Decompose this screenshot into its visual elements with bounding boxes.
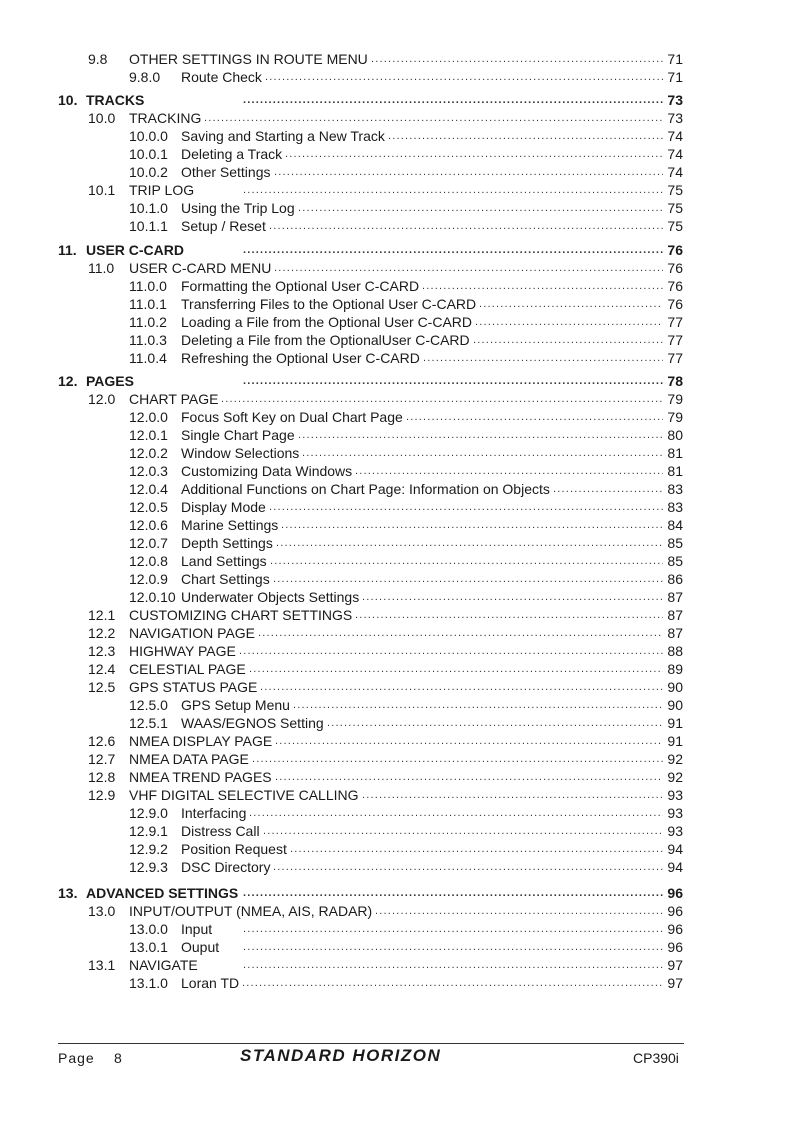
- toc-entry: [0, 313, 791, 331]
- toc-entry: [0, 786, 791, 804]
- toc-entry: [0, 840, 791, 858]
- toc-leader-dots: [355, 462, 663, 480]
- toc-leader-dots: [388, 127, 663, 145]
- toc-entry-title: CHART PAGE: [129, 390, 221, 408]
- toc-entry-page: 92: [667, 769, 683, 785]
- toc-entry-title: Additional Functions on Chart Page: Information on Objects: [181, 480, 553, 498]
- toc-entry: [0, 570, 791, 588]
- toc-leader-dots: [479, 295, 663, 313]
- toc-entry: [0, 408, 791, 426]
- toc-leader-dots: [275, 768, 663, 786]
- toc-entry-page: 75: [667, 182, 683, 198]
- toc-entry: [0, 624, 791, 642]
- toc-entry: [0, 660, 791, 678]
- toc-entry: [0, 426, 791, 444]
- toc-entry-title: GPS STATUS PAGE: [129, 678, 260, 696]
- toc-entry-title: USER C-CARD MENU: [129, 259, 274, 277]
- toc-entry: [0, 884, 791, 902]
- toc-leader-dots: [258, 624, 663, 642]
- toc-entry: [0, 956, 791, 974]
- toc-entry-title: NMEA TREND PAGES: [129, 768, 275, 786]
- toc-entry-page: 74: [667, 128, 683, 144]
- toc-entry: [0, 588, 791, 606]
- toc-entry-title: Input: [181, 920, 215, 938]
- toc-entry-page: 83: [667, 481, 683, 497]
- toc-entry-number: 12.9: [88, 787, 116, 803]
- toc-leader-dots: [371, 50, 663, 68]
- toc-entry-number: 12.0.0: [129, 409, 168, 425]
- toc-entry-number: 11.0.4: [129, 350, 167, 366]
- toc-entry-title: NAVIGATE: [129, 956, 201, 974]
- toc-entry-number: 11.0.0: [129, 278, 167, 294]
- toc-leader-dots: [239, 642, 663, 660]
- toc-entry-page: 73: [667, 110, 683, 126]
- toc-leader-dots: [243, 91, 663, 109]
- toc-entry-number: 12.9.2: [129, 841, 168, 857]
- toc-entry-page: 87: [667, 607, 683, 623]
- toc-leader-dots: [281, 516, 663, 534]
- toc-entry-page: 89: [667, 661, 683, 677]
- toc-entry-page: 76: [667, 278, 683, 294]
- toc-leader-dots: [473, 331, 663, 349]
- toc-entry-number: 10.0.2: [129, 164, 168, 180]
- toc-entry-number: 12.9.0: [129, 805, 168, 821]
- toc-entry-page: 79: [667, 409, 683, 425]
- toc-leader-dots: [290, 840, 663, 858]
- toc-entry: [0, 50, 791, 68]
- toc-leader-dots: [423, 349, 663, 367]
- toc-entry-title: INPUT/OUTPUT (NMEA, AIS, RADAR): [129, 902, 375, 920]
- toc-entry-page: 76: [667, 296, 683, 312]
- toc-entry-number: 13.0.0: [129, 921, 168, 937]
- toc-entry-page: 90: [667, 697, 683, 713]
- toc-entry: [0, 858, 791, 876]
- toc-entry-title: TRACKING: [129, 109, 204, 127]
- toc-entry-title: VHF DIGITAL SELECTIVE CALLING: [129, 786, 362, 804]
- toc-entry-page: 74: [667, 164, 683, 180]
- toc-entry-number: 12.4: [88, 661, 116, 677]
- toc-entry-page: 90: [667, 679, 683, 695]
- toc-entry-title: PAGES: [86, 372, 137, 390]
- toc-entry-page: 86: [667, 571, 683, 587]
- toc-leader-dots: [355, 606, 663, 624]
- toc-entry-page: 92: [667, 751, 683, 767]
- toc-entry-number: 12.0.5: [129, 499, 168, 515]
- toc-entry-page: 71: [667, 51, 683, 67]
- toc-entry: [0, 920, 791, 938]
- toc-entry-page: 97: [667, 975, 683, 991]
- toc-entry-number: 12.3: [88, 643, 116, 659]
- toc-entry: [0, 498, 791, 516]
- toc-entry-title: NMEA DATA PAGE: [129, 750, 252, 768]
- toc-leader-dots: [204, 109, 663, 127]
- toc-leader-dots: [243, 372, 663, 390]
- toc-entry-page: 73: [667, 92, 683, 108]
- toc-entry-number: 12.0.2: [129, 445, 168, 461]
- toc-entry-title: Other Settings: [181, 163, 274, 181]
- toc-leader-dots: [327, 714, 663, 732]
- toc-leader-dots: [242, 974, 663, 992]
- toc-entry-number: 10.: [58, 92, 78, 108]
- toc-entry: [0, 750, 791, 768]
- toc-entry: [0, 732, 791, 750]
- toc-entry-number: 12.0.8: [129, 553, 168, 569]
- toc-leader-dots: [249, 660, 663, 678]
- toc-entry-page: 81: [667, 445, 683, 461]
- toc-entry-number: 10.0.1: [129, 146, 168, 162]
- toc-entry: [0, 331, 791, 349]
- toc-entry-page: 93: [667, 787, 683, 803]
- toc-entry-title: Depth Settings: [181, 534, 276, 552]
- toc-entry-number: 13.0.1: [129, 939, 168, 955]
- toc-entry-number: 9.8.0: [129, 69, 161, 85]
- footer-page-label: Page: [58, 1050, 95, 1066]
- toc-entry-title: OTHER SETTINGS IN ROUTE MENU: [129, 50, 371, 68]
- toc-leader-dots: [406, 408, 663, 426]
- toc-entry: [0, 163, 791, 181]
- toc-entry-title: Saving and Starting a New Track: [181, 127, 388, 145]
- toc-entry: [0, 642, 791, 660]
- toc-entry-page: 96: [667, 885, 683, 901]
- toc-leader-dots: [273, 570, 663, 588]
- toc-entry-number: 12.8: [88, 769, 116, 785]
- toc-entry-title: Refreshing the Optional User C-CARD: [181, 349, 423, 367]
- toc-entry-title: Single Chart Page: [181, 426, 298, 444]
- footer-divider: [58, 1043, 684, 1044]
- toc-entry: [0, 349, 791, 367]
- toc-entry-page: 93: [667, 823, 683, 839]
- toc-entry: [0, 714, 791, 732]
- toc-entry-number: 12.6: [88, 733, 116, 749]
- toc-entry: [0, 199, 791, 217]
- toc-leader-dots: [263, 822, 663, 840]
- toc-leader-dots: [243, 884, 663, 902]
- toc-entry-page: 91: [667, 715, 683, 731]
- toc-entry-page: 87: [667, 589, 683, 605]
- toc-entry-number: 12.0.6: [129, 517, 168, 533]
- toc-leader-dots: [275, 732, 663, 750]
- toc-entry-page: 74: [667, 146, 683, 162]
- toc-entry-number: 12.5: [88, 679, 116, 695]
- toc-entry-number: 12.0: [88, 391, 116, 407]
- toc-entry: [0, 938, 791, 956]
- toc-entry-number: 12.0.4: [129, 481, 168, 497]
- toc-entry-number: 11.0.1: [129, 296, 167, 312]
- toc-entry-number: 12.: [58, 373, 78, 389]
- toc-leader-dots: [270, 552, 663, 570]
- toc-entry-number: 12.9.1: [129, 823, 168, 839]
- toc-entry: [0, 277, 791, 295]
- toc-entry: [0, 606, 791, 624]
- brand-logo: STANDARD HORIZON: [240, 1046, 442, 1065]
- toc-entry-page: 80: [667, 427, 683, 443]
- toc-entry-title: Interfacing: [181, 804, 249, 822]
- toc-entry-number: 10.0: [88, 110, 116, 126]
- toc-entry-title: Customizing Data Windows: [181, 462, 355, 480]
- toc-entry: [0, 295, 791, 313]
- toc-entry-page: 96: [667, 903, 683, 919]
- toc-entry-page: 97: [667, 957, 683, 973]
- toc-entry-title: Setup / Reset: [181, 217, 269, 235]
- toc-leader-dots: [265, 68, 663, 86]
- toc-entry-number: 12.0.1: [129, 427, 168, 443]
- toc-entry: [0, 678, 791, 696]
- toc-leader-dots: [298, 426, 663, 444]
- toc-entry-page: 76: [667, 260, 683, 276]
- toc-leader-dots: [269, 217, 663, 235]
- toc-entry-page: 94: [667, 859, 683, 875]
- toc-entry: [0, 462, 791, 480]
- toc-entry-page: 93: [667, 805, 683, 821]
- toc-leader-dots: [302, 444, 663, 462]
- toc-entry-page: 85: [667, 535, 683, 551]
- toc-leader-dots: [553, 480, 663, 498]
- toc-leader-dots: [252, 750, 663, 768]
- toc-entry-page: 77: [667, 314, 683, 330]
- toc-entry-title: Position Request: [181, 840, 290, 858]
- toc-entry: [0, 372, 791, 390]
- toc-entry-number: 10.1.1: [129, 218, 168, 234]
- toc-entry-title: Loading a File from the Optional User C-CARD: [181, 313, 475, 331]
- toc-entry-page: 85: [667, 553, 683, 569]
- toc-entry-title: Ouput: [181, 938, 222, 956]
- toc-leader-dots: [243, 920, 663, 938]
- toc-entry-number: 11.0.2: [129, 314, 167, 330]
- toc-entry: [0, 822, 791, 840]
- toc-entry-number: 12.0.7: [129, 535, 168, 551]
- toc-leader-dots: [243, 938, 663, 956]
- toc-entry-title: Route Check: [181, 68, 265, 86]
- toc-entry-number: 12.2: [88, 625, 116, 641]
- toc-entry-number: 12.9.3: [129, 859, 168, 875]
- toc-entry-page: 77: [667, 350, 683, 366]
- page-footer: [0, 1040, 791, 1080]
- toc-entry-title: HIGHWAY PAGE: [129, 642, 239, 660]
- toc-entry-title: USER C-CARD: [86, 241, 187, 259]
- toc-entry: [0, 109, 791, 127]
- toc-entry-number: 12.0.9: [129, 571, 168, 587]
- toc-entry-title: Focus Soft Key on Dual Chart Page: [181, 408, 406, 426]
- toc-entry-title: Using the Trip Log: [181, 199, 298, 217]
- toc-entry-title: Display Mode: [181, 498, 269, 516]
- toc-entry-page: 91: [667, 733, 683, 749]
- toc-entry-page: 94: [667, 841, 683, 857]
- toc-entry: [0, 145, 791, 163]
- toc-entry-page: 87: [667, 625, 683, 641]
- toc-entry: [0, 974, 791, 992]
- toc-entry-page: 81: [667, 463, 683, 479]
- toc-leader-dots: [269, 498, 663, 516]
- toc-leader-dots: [273, 858, 663, 876]
- toc-entry: [0, 68, 791, 86]
- footer-model-name: CP390i: [633, 1050, 679, 1066]
- toc-leader-dots: [243, 181, 663, 199]
- toc-entry-number: 10.1: [88, 182, 116, 198]
- toc-entry-title: Deleting a Track: [181, 145, 285, 163]
- toc-entry-number: 12.7: [88, 751, 116, 767]
- toc-leader-dots: [243, 241, 663, 259]
- toc-entry: [0, 259, 791, 277]
- toc-entry-number: 13.1.0: [129, 975, 168, 991]
- toc-entry-number: 10.0.0: [129, 128, 168, 144]
- toc-entry-title: Window Selections: [181, 444, 302, 462]
- toc-entry: [0, 552, 791, 570]
- toc-leader-dots: [422, 277, 663, 295]
- toc-entry: [0, 127, 791, 145]
- toc-entry-page: 71: [667, 69, 683, 85]
- toc-entry-title: Transferring Files to the Optional User C-CARD: [181, 295, 479, 313]
- toc-entry-page: 79: [667, 391, 683, 407]
- toc-entry: [0, 804, 791, 822]
- toc-entry-number: 12.5.0: [129, 697, 168, 713]
- toc-entry-title: Formatting the Optional User C-CARD: [181, 277, 422, 295]
- toc-entry-number: 12.5.1: [129, 715, 168, 731]
- toc-entry-title: TRIP LOG: [129, 181, 197, 199]
- toc-entry-number: 12.0.3: [129, 463, 168, 479]
- toc-entry-page: 96: [667, 921, 683, 937]
- toc-entry-page: 75: [667, 218, 683, 234]
- toc-leader-dots: [249, 804, 663, 822]
- toc-entry-number: 13.1: [88, 957, 116, 973]
- toc-leader-dots: [274, 163, 663, 181]
- toc-entry-number: 11.0: [88, 260, 115, 276]
- toc-leader-dots: [276, 534, 663, 552]
- toc-entry: [0, 217, 791, 235]
- toc-leader-dots: [274, 259, 663, 277]
- toc-entry: [0, 480, 791, 498]
- toc-entry: [0, 768, 791, 786]
- toc-entry: [0, 91, 791, 109]
- toc-leader-dots: [221, 390, 663, 408]
- toc-entry-number: 10.1.0: [129, 200, 168, 216]
- toc-entry-number: 13.0: [88, 903, 116, 919]
- toc-leader-dots: [260, 678, 663, 696]
- toc-leader-dots: [243, 956, 663, 974]
- toc-entry-title: TRACKS: [86, 91, 147, 109]
- toc-entry-number: 12.0.10: [129, 589, 176, 605]
- toc-entry: [0, 534, 791, 552]
- toc-entry-title: Loran TD: [181, 974, 242, 992]
- toc-entry-title: Land Settings: [181, 552, 270, 570]
- toc-entry-title: CELESTIAL PAGE: [129, 660, 249, 678]
- toc-entry: [0, 444, 791, 462]
- toc-entry-title: Underwater Objects Settings: [181, 588, 362, 606]
- toc-leader-dots: [475, 313, 663, 331]
- toc-entry-title: Distress Call: [181, 822, 263, 840]
- toc-entry: [0, 696, 791, 714]
- toc-entry-title: DSC Directory: [181, 858, 273, 876]
- toc-entry: [0, 516, 791, 534]
- toc-entry-title: ADVANCED SETTINGS: [86, 884, 241, 902]
- toc-entry-title: Deleting a File from the OptionalUser C-CARD: [181, 331, 473, 349]
- footer-page-number: 8: [114, 1050, 122, 1066]
- toc-entry-number: 9.8: [88, 51, 108, 67]
- toc-leader-dots: [298, 199, 663, 217]
- toc-entry-title: NAVIGATION PAGE: [129, 624, 258, 642]
- toc-entry-number: 11.0.3: [129, 332, 167, 348]
- toc-entry-number: 13.: [58, 885, 78, 901]
- toc-entry-page: 84: [667, 517, 683, 533]
- toc-entry: [0, 902, 791, 920]
- toc-entry-number: 12.1: [88, 607, 116, 623]
- toc-entry-page: 78: [667, 373, 683, 389]
- toc-entry: [0, 390, 791, 408]
- toc-leader-dots: [375, 902, 663, 920]
- toc-leader-dots: [293, 696, 663, 714]
- toc-entry-title: Chart Settings: [181, 570, 273, 588]
- toc-entry-page: 76: [667, 242, 683, 258]
- toc-entry: [0, 181, 791, 199]
- toc-leader-dots: [362, 588, 663, 606]
- toc-entry-title: GPS Setup Menu: [181, 696, 293, 714]
- toc-entry-page: 96: [667, 939, 683, 955]
- toc-entry-page: 83: [667, 499, 683, 515]
- toc-entry-page: 77: [667, 332, 683, 348]
- toc-entry: [0, 241, 791, 259]
- toc-entry-page: 75: [667, 200, 683, 216]
- toc-leader-dots: [362, 786, 663, 804]
- toc-entry-number: 11.: [58, 242, 77, 258]
- toc-entry-title: WAAS/EGNOS Setting: [181, 714, 327, 732]
- toc-leader-dots: [285, 145, 663, 163]
- toc-entry-title: Marine Settings: [181, 516, 281, 534]
- toc-entry-title: CUSTOMIZING CHART SETTINGS: [129, 606, 355, 624]
- toc-entry-page: 88: [667, 643, 683, 659]
- toc-entry-title: NMEA DISPLAY PAGE: [129, 732, 275, 750]
